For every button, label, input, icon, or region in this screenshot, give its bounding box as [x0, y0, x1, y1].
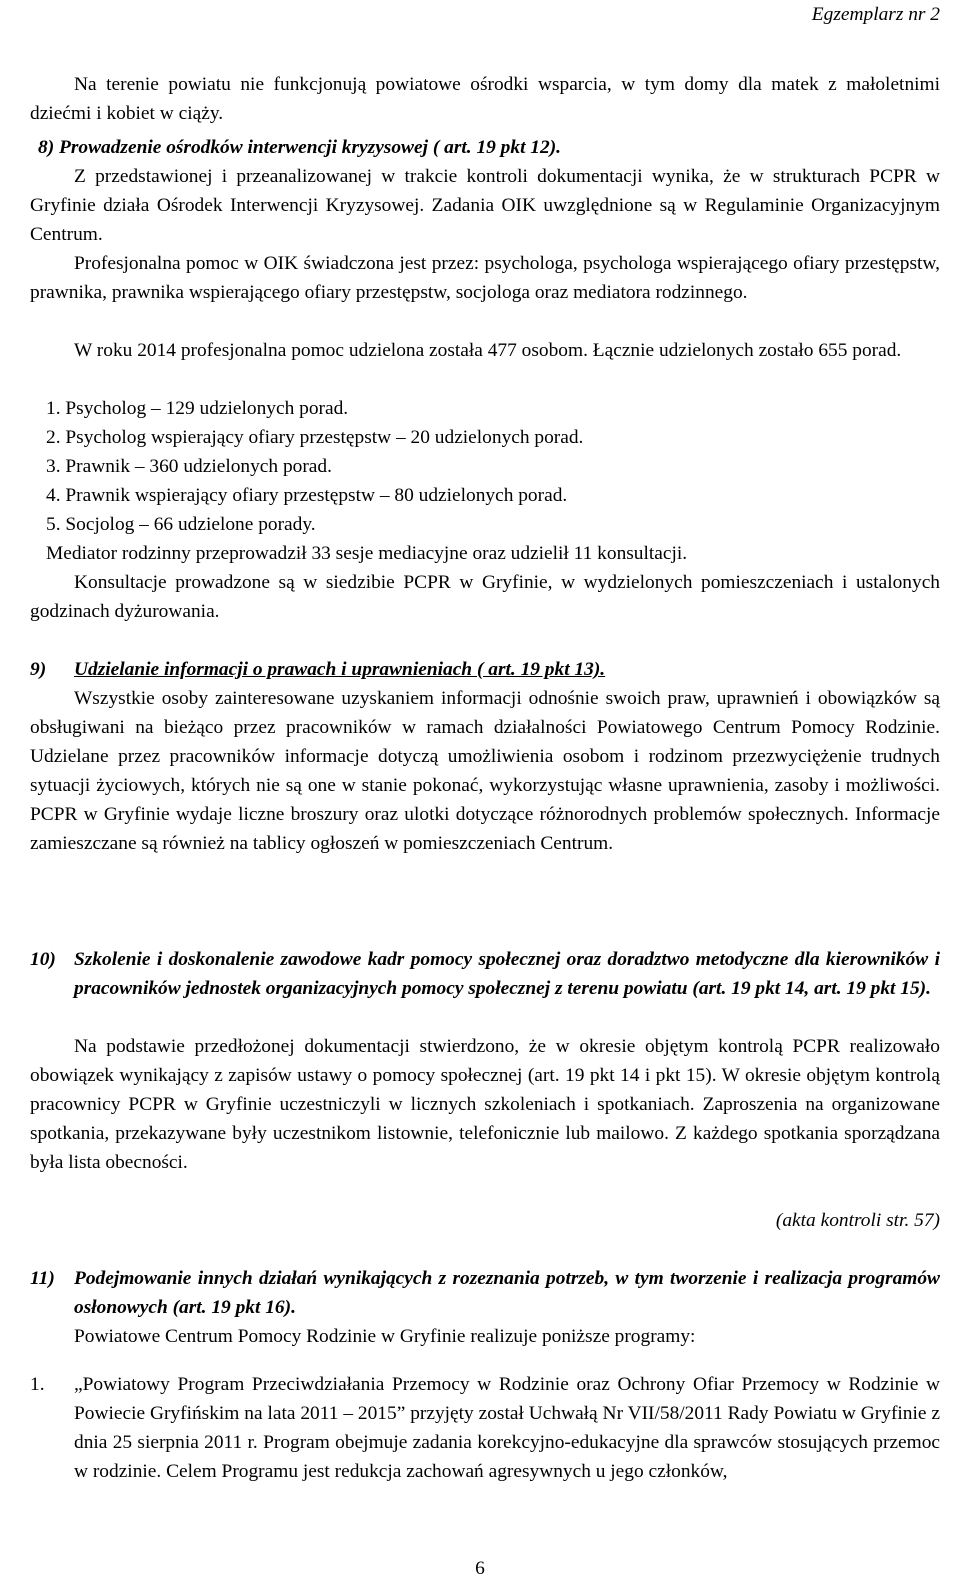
- section-9-heading: [30, 655, 940, 684]
- section-10-number: 10): [30, 949, 56, 970]
- intro-paragraph: Na terenie powiatu nie funkcjonują powiatowe ośrodki wsparcia, w tym domy dla matek z małoletnimi dziećmi i kobiet w ciąży.: [30, 74, 940, 124]
- section-11-title: Podejmowanie innych działań wynikających z rozeznania potrzeb, w tym tworzenie i realizacja programów osłonowych (art. 19 pkt 16).: [74, 1268, 940, 1318]
- program-item-number: 1.: [30, 1374, 45, 1396]
- section-11-number: 11): [30, 1268, 55, 1289]
- list-item: 1. Psycholog – 129 udzielonych porad.: [46, 398, 349, 419]
- section-8-paragraph-3: W roku 2014 profesjonalna pomoc udzielona została 477 osobom. Łącznie udzielonych zostało 655 porad.: [74, 340, 902, 361]
- section-8-paragraph-4: Konsultacje prowadzone są w siedzibie PCPR w Gryfinie, w wydzielonych pomieszczeniach i ustalonych godzinach dyżurowania.: [30, 572, 940, 622]
- mediator-line: Mediator rodzinny przeprowadził 33 sesje mediacyjne oraz udzielił 11 konsultacji.: [46, 543, 688, 564]
- list-item: 3. Prawnik – 360 udzielonych porad.: [46, 456, 332, 477]
- section-8-heading: 8) Prowadzenie ośrodków interwencji kryzysowej ( art. 19 pkt 12).: [38, 137, 562, 158]
- section-9-paragraph: Wszystkie osoby zainteresowane uzyskaniem informacji odnośnie swoich praw, uprawnień i obowiązków są obsługiwani na bieżąco przez pracowników w ramach działalności Powiatowego Centrum Pomocy Rodzinie. Udzielane przez pracowników informacje dotyczą umożliwienia osobom i rodzinom przezwyciężenie trudnych sytuacji życiowych, których nie są one w stanie pokonać, wykorzystując własne uprawnienia, zasoby i możliwości. PCPR w Gryfinie wydaje liczne broszury oraz ulotki dotyczące różnorodnych problemów społecznych. Informacje zamieszczane są również na tablicy ogłoszeń w pomieszczeniach Centrum.: [30, 688, 940, 854]
- files-reference-note: (akta kontroli str. 57): [775, 1210, 940, 1231]
- program-item-text: „Powiatowy Program Przeciwdziałania Przemocy w Rodzinie oraz Ochrony Ofiar Przemocy w Rodzinie w Powiecie Gryfińskim na lata 2011 – 2015” przyjęty został Uchwałą Nr VII/58/2011 Rady Powiatu w Gryfinie z dnia 25 sierpnia 2011 r. Program obejmuje zadania korekcyjno-edukacyjne dla sprawców stosujących przemoc w rodzinie. Celem Programu jest redukcja zachowań agresywnych u jego członków,: [74, 1374, 940, 1483]
- page-number: 6: [475, 1558, 485, 1579]
- copy-number-label: Egzemplarz nr 2: [811, 4, 940, 25]
- list-item: 4. Prawnik wspierający ofiary przestępstw – 80 udzielonych porad.: [46, 485, 568, 506]
- section-10-paragraph: Na podstawie przedłożonej dokumentacji stwierdzono, że w okresie objętym kontrolą PCPR realizowało obowiązek wynikający z zapisów ustawy o pomocy społecznej (art. 19 pkt 14 i pkt 15). W okresie objętym kontrolą pracownicy PCPR w Gryfinie uczestniczyli w licznych szkoleniach i spotkaniach. Zaproszenia na organizowane spotkania, przekazywane były uczestnikom listownie, telefonicznie lub mailowo. Z każdego spotkania sporządzana była lista obecności.: [30, 1036, 940, 1173]
- section-11-paragraph: Powiatowe Centrum Pomocy Rodzinie w Gryfinie realizuje poniższe programy:: [74, 1326, 696, 1347]
- list-item: 5. Socjolog – 66 udzielone porady.: [46, 514, 316, 535]
- section-11-heading: [30, 1264, 940, 1322]
- program-list-item: [30, 1370, 940, 1486]
- section-10-heading: [30, 945, 940, 1003]
- section-8-paragraph-1: Z przedstawionej i przeanalizowanej w trakcie kontroli dokumentacji wynika, że w strukturach PCPR w Gryfinie działa Ośrodek Interwencji Kryzysowej. Zadania OIK uwzględnione są w Regulaminie Organizacyjnym Centrum.: [30, 166, 940, 245]
- section-8-paragraph-2: Profesjonalna pomoc w OIK świadczona jest przez: psychologa, psychologa wspierającego ofiary przestępstw, prawnika, prawnika wspierającego ofiary przestępstw, socjologa oraz mediatora rodzinnego.: [30, 253, 940, 303]
- section-9-number: 9): [30, 659, 47, 680]
- list-item: 2. Psycholog wspierający ofiary przestępstw – 20 udzielonych porad.: [46, 427, 584, 448]
- section-10-title: Szkolenie i doskonalenie zawodowe kadr pomocy społecznej oraz doradztwo metodyczne dla kierowników i pracowników jednostek organizacyjnych pomocy społecznej z terenu powiatu (art. 19 pkt 14, art. 19 pkt 15).: [74, 949, 940, 999]
- section-9-title: Udzielanie informacji o prawach i uprawnieniach ( art. 19 pkt 13).: [74, 659, 606, 680]
